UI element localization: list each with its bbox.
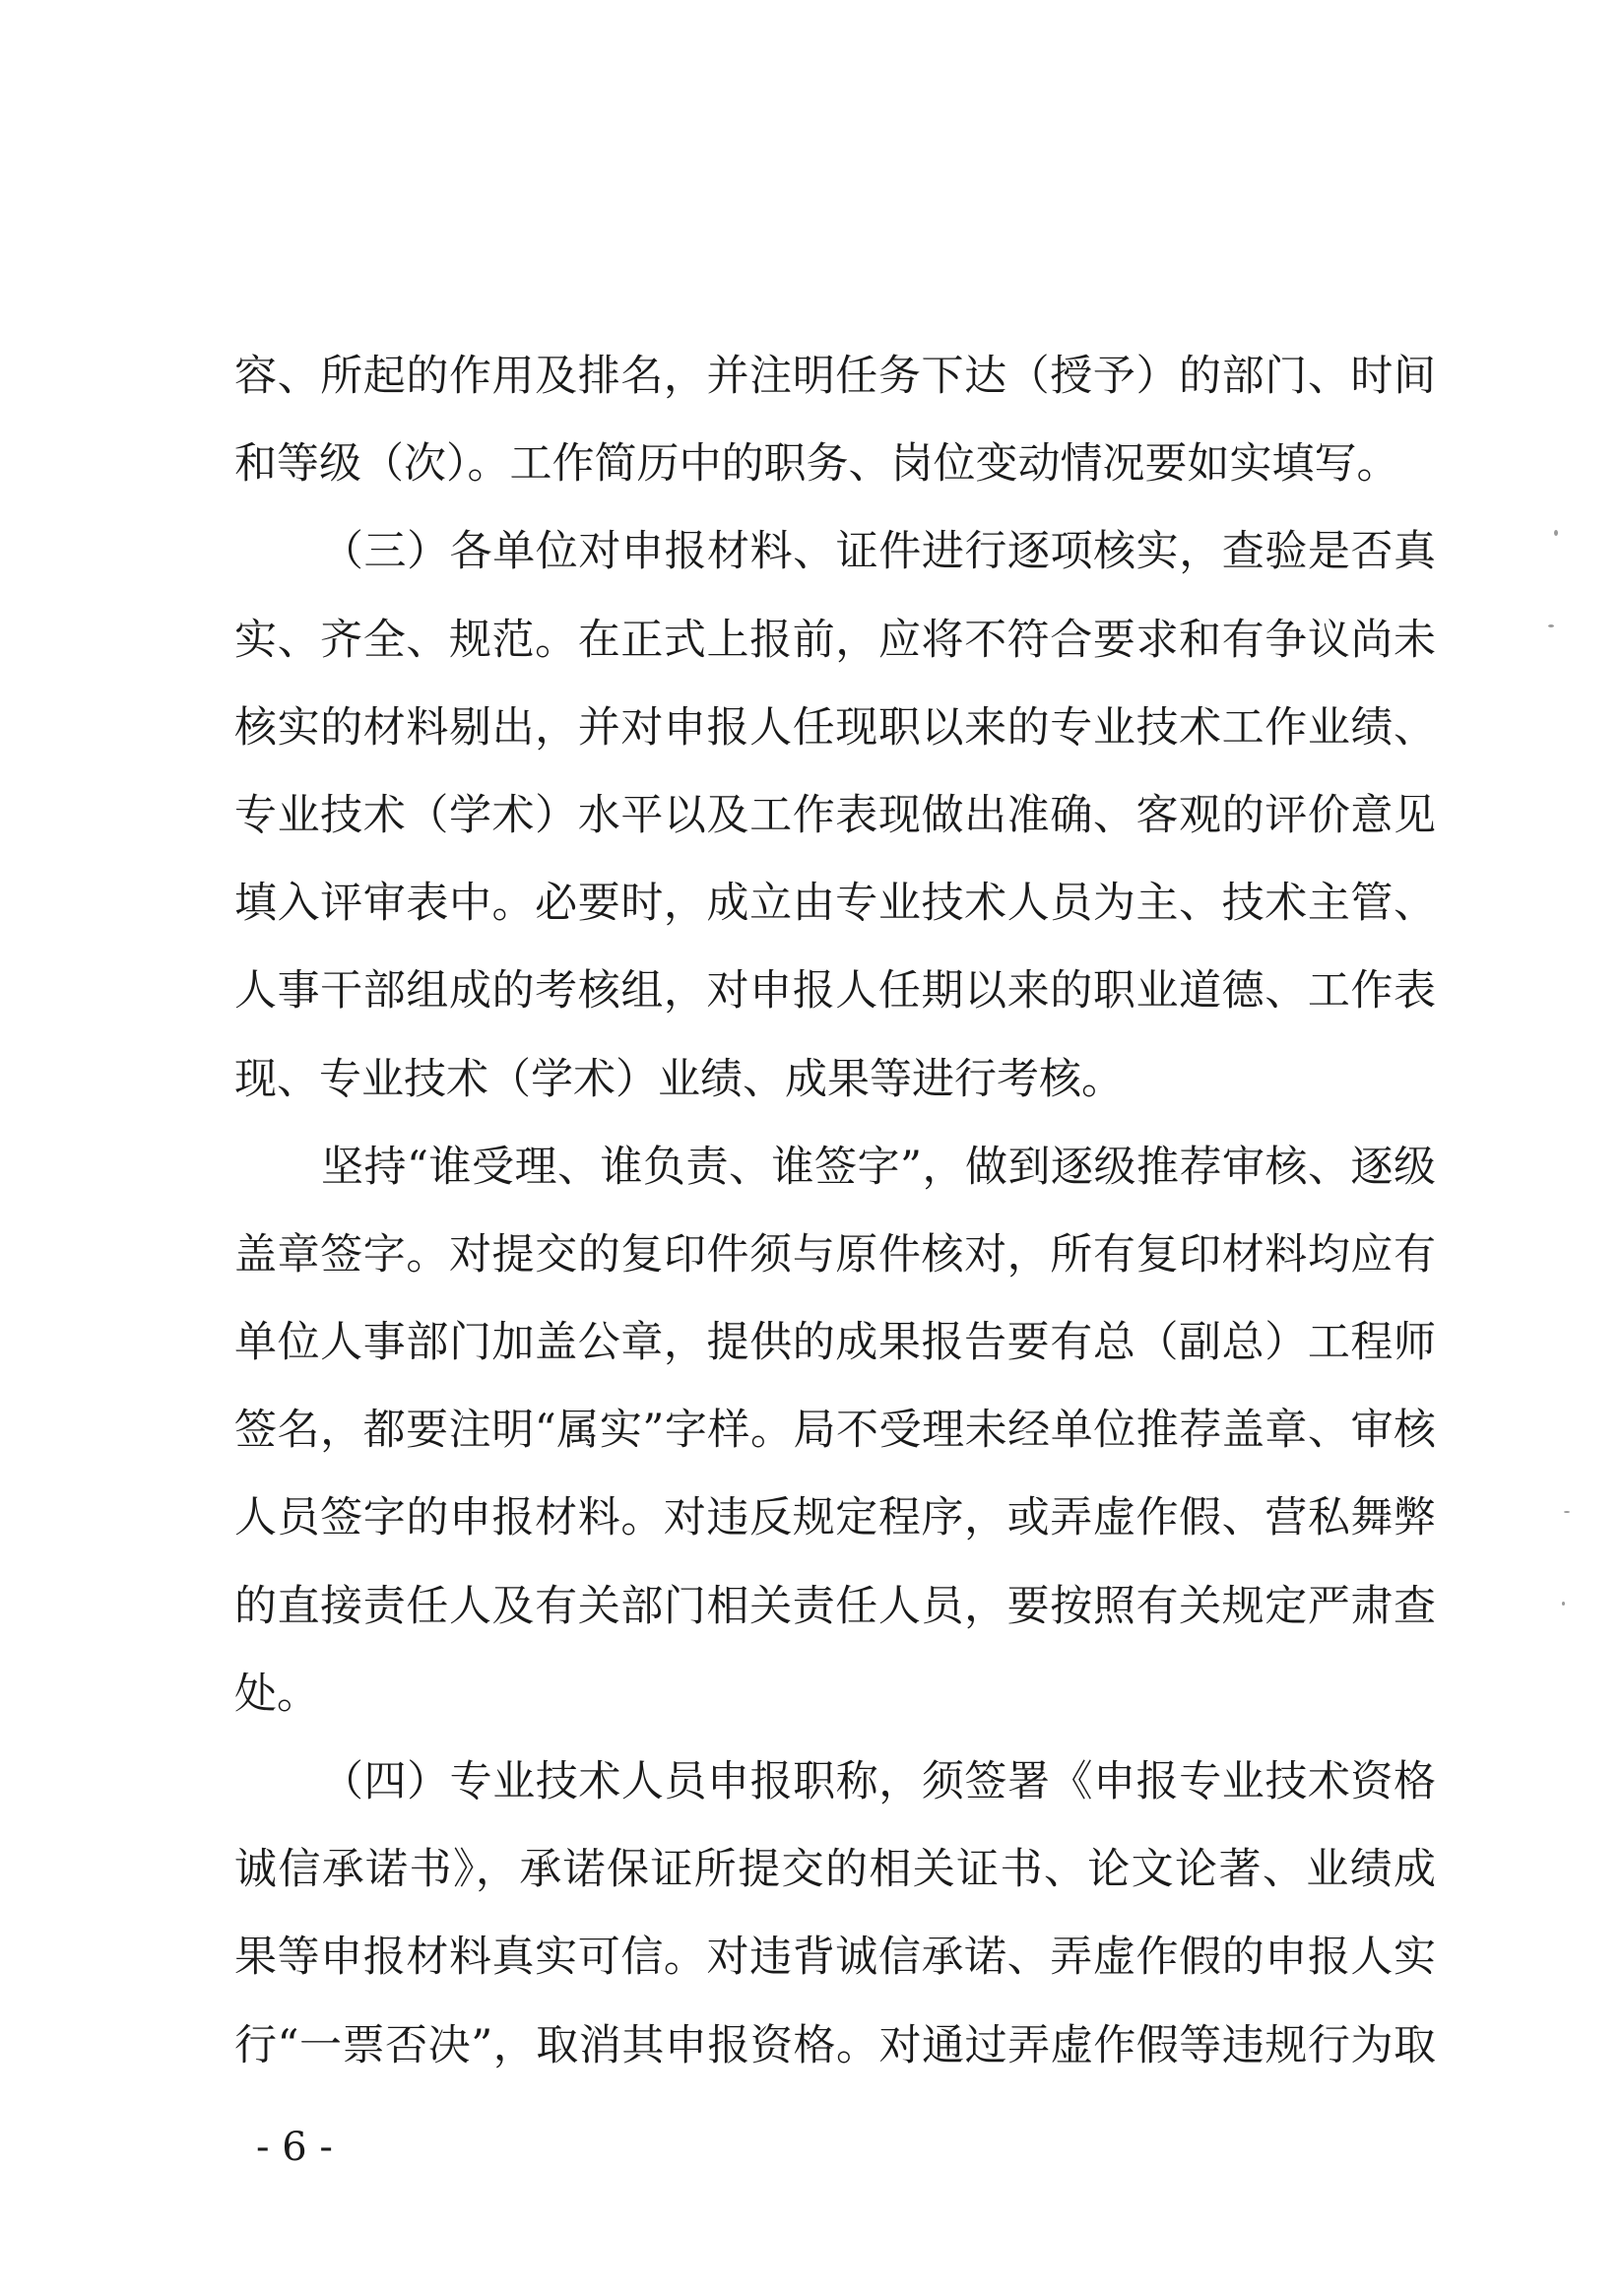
text-line: 实、齐全、规范。在正式上报前，应将不符合要求和有争议尚未 xyxy=(234,615,1436,665)
text-line: 诚信承诺书》，承诺保证所提交的相关证书、论文论著、业绩成 xyxy=(234,1845,1436,1895)
scan-speck xyxy=(1564,1511,1570,1513)
text-line: 的直接责任人及有关部门相关责任人员，要按照有关规定严肃查 xyxy=(234,1581,1436,1631)
text-line: 容、所起的作用及排名，并注明任务下达（授予）的部门、时间 xyxy=(234,352,1436,401)
text-line: 填入评审表中。必要时，成立由专业技术人员为主、技术主管、 xyxy=(234,879,1436,929)
text-line: 人事干部组成的考核组，对申报人任期以来的职业道德、工作表 xyxy=(234,966,1436,1017)
text-line: （三）各单位对申报材料、证件进行逐项核实，查验是否真 xyxy=(321,527,1436,577)
scan-speck xyxy=(1554,530,1558,536)
text-line: 核实的材料剔出，并对申报人任现职以来的专业技术工作业绩、 xyxy=(234,702,1436,753)
text-line: 单位人事部门加盖公章，提供的成果报告要有总（副总）工程师 xyxy=(234,1318,1436,1368)
text-line: 坚持“谁受理、谁负责、谁签字”，做到逐级推荐审核、逐级 xyxy=(321,1142,1436,1192)
body-text xyxy=(234,333,1436,2090)
text-line: 行“一票否决”，取消其申报资格。对通过弄虚作假等违规行为取 xyxy=(234,2020,1436,2070)
text-line: 和等级（次）。工作简历中的职务、岗位变动情况要如实填写。 xyxy=(234,439,1399,490)
page-number: - 6 - xyxy=(256,2125,333,2170)
text-line: （四）专业技术人员申报职称，须签署《申报专业技术资格 xyxy=(321,1757,1436,1806)
text-line: 专业技术（学术）水平以及工作表现做出准确、客观的评价意见 xyxy=(234,790,1436,840)
text-line: 签名，都要注明“属实”字样。局不受理未经单位推荐盖章、审核 xyxy=(234,1406,1436,1456)
scan-speck xyxy=(1548,624,1554,627)
text-line: 现、专业技术（学术）业绩、成果等进行考核。 xyxy=(234,1054,1124,1104)
scan-speck xyxy=(1562,1602,1565,1606)
text-line: 处。 xyxy=(234,1669,319,1719)
text-line: 果等申报材料真实可信。对违背诚信承诺、弄虚作假的申报人实 xyxy=(234,1933,1436,1983)
text-line: 盖章签字。对提交的复印件须与原件核对，所有复印材料均应有 xyxy=(234,1229,1436,1279)
text-line: 人员签字的申报材料。对违反规定程序，或弄虚作假、营私舞弊 xyxy=(234,1493,1436,1543)
